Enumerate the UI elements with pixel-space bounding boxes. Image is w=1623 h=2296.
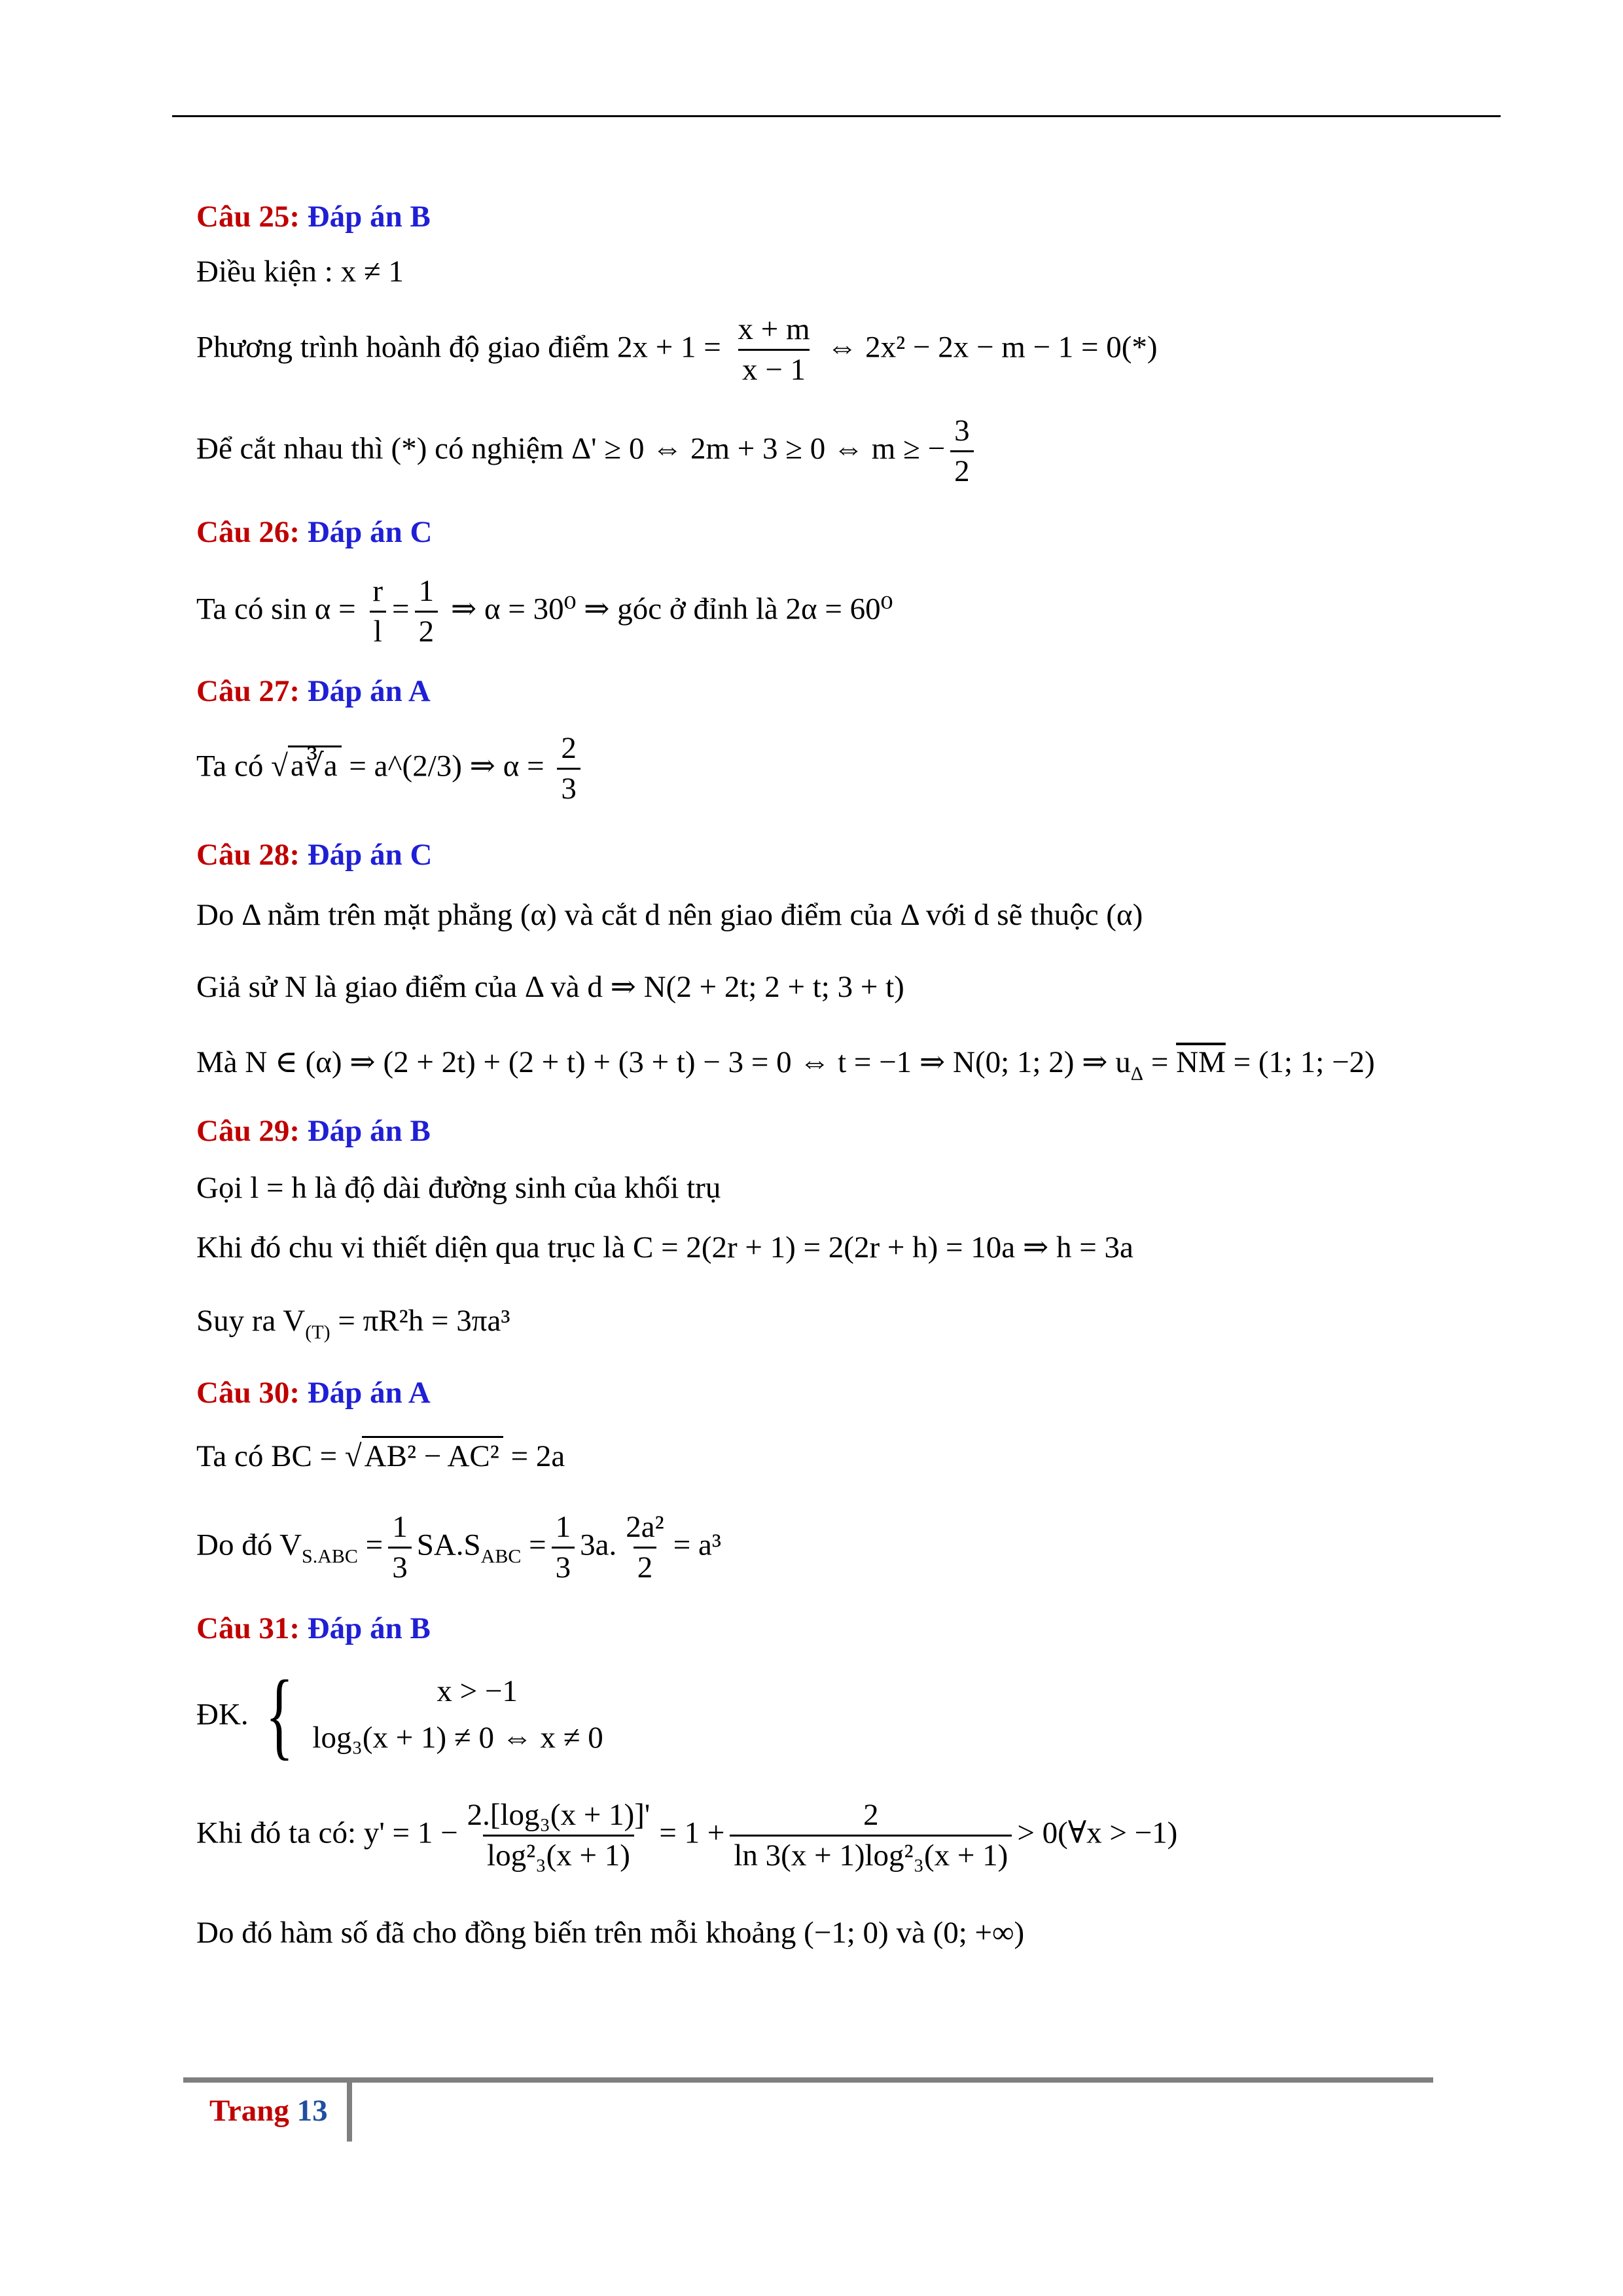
q30-fraction-3: $\frac{\text{2a²}}{2}$: [626, 1510, 664, 1585]
q26-fraction-half: $\frac{1}{2}$: [415, 576, 438, 647]
condition-system: x > −1 log₃(x + 1) ≠ 0 ⇔ x ≠ 0: [312, 1674, 603, 1755]
q29-line2: Khi đó chu vi thiết diện qua trục là C = 2(2r + 1) = 2(2r + h) = 10a ⇒ h = 3a: [196, 1230, 1133, 1265]
page-footer: Trang 13: [209, 2094, 328, 2128]
header-rule: [172, 115, 1501, 117]
q27-fraction: $\frac{2}{3}$: [557, 733, 580, 804]
q27-equation: Ta có √a∛a = a^(2/3) ⇒ α = $\frac{2}{3}$: [196, 733, 586, 804]
q30-fraction-1: $\frac{1}{3}$: [388, 1512, 412, 1583]
q30-line1: Ta có BC = √AB² − AC² = 2a: [196, 1441, 565, 1472]
q31-heading: Câu 31: Đáp án B: [196, 1611, 431, 1645]
q25-condition: Điều kiện : x ≠ 1: [196, 255, 404, 289]
q25-discriminant: Để cắt nhau thì (*) có nghiệm Δ' ≥ 0 ⇔ 2m + 3 ≥ 0 ⇔ m ≥ − $\frac{3}{2}$: [196, 416, 979, 487]
q26-heading: Câu 26: Đáp án C: [196, 515, 433, 549]
q30-fraction-2: $\frac{1}{3}$: [552, 1512, 575, 1583]
q29-line3: Suy ra $V_{(T)} = \pi R^2h = 3\pi a^3$: [196, 1304, 510, 1343]
q25-fraction-m: $\frac{3}{2}$: [950, 416, 974, 487]
q31-condition: ĐK. { x > −1 log₃(x + 1) ≠ 0 ⇔ x ≠ 0: [196, 1660, 603, 1769]
footer-divider: [347, 2077, 352, 2142]
q27-radical: a∛a: [288, 745, 342, 783]
q31-fraction-2: $\frac{2}{\text{ln 3(x + 1)log²₃(x + 1)}}$: [730, 1800, 1012, 1871]
q30-radical: AB² − AC²: [362, 1436, 503, 1473]
q25-equation: Phương trình hoành độ giao điểm 2x + 1 = $\frac{x + m}{x - 1}$ ⇔ 2x² − 2x − m − 1 = 0(*): [196, 312, 1158, 387]
footer-rule: [183, 2077, 1433, 2083]
q28-line2: Giả sử N là giao điểm của Δ và d ⇒ N(2 + 2t; 2 + t; 3 + t): [196, 970, 904, 1004]
q31-derivative: Khi đó ta có: y' = 1 − $\frac{\text{2.[log₃(x + 1)]'}}{\text{log²₃(x + 1)}}$ = 1 + $\frac{2}{\text{ln 3(x + 1)log²₃(x + 1)}}$ > 0(∀x > −1): [196, 1798, 1178, 1873]
q30-line2: Do đó $V_{S.ABC}$ = $\frac{1}{3}$ $SA.S_{ABC}$ = $\frac{1}{3}$ 3a. $\frac{\text{2a²}}{2}$ = a³: [196, 1510, 721, 1585]
q30-heading: Câu 30: Đáp án A: [196, 1376, 431, 1410]
q25-heading: Câu 25: Đáp án B: [196, 200, 431, 234]
q29-line1: Gọi l = h là độ dài đường sinh của khối trụ: [196, 1171, 721, 1205]
q26-equation: Ta có sin α = $\frac{r}{l}$ = $\frac{1}{2}$ ⇒ α = 30⁰ ⇒ góc ở đỉnh là 2α = 60⁰: [196, 574, 893, 649]
q25-fraction: $\frac{x + m}{x - 1}$: [738, 312, 810, 387]
q29-heading: Câu 29: Đáp án B: [196, 1114, 431, 1148]
q31-fraction-1: $\frac{\text{2.[log₃(x + 1)]'}}{\text{log²₃(x + 1)}}$: [467, 1798, 651, 1873]
q26-fraction-rl: $\frac{r}{l}$: [368, 576, 387, 647]
q28-line1: Do Δ nằm trên mặt phẳng (α) và cắt d nên giao điểm của Δ với d sẽ thuộc (α): [196, 898, 1143, 932]
q28-heading: Câu 28: Đáp án C: [196, 838, 433, 872]
q27-heading: Câu 27: Đáp án A: [196, 674, 431, 708]
left-brace: {: [265, 1660, 294, 1769]
q28-line3: Mà N ∈ (α) ⇒ (2 + 2t) + (2 + t) + (3 + t) − 3 = 0 ⇔ t = −1 ⇒ N(0; 1; 2) ⇒ $u_\Delta = \overline{NM} = (1$; 1; −2): [196, 1045, 1375, 1085]
page-number: 13: [296, 2094, 328, 2128]
q31-conclusion: Do đó hàm số đã cho đồng biến trên mỗi khoảng (−1; 0) và (0; +∞): [196, 1916, 1025, 1950]
